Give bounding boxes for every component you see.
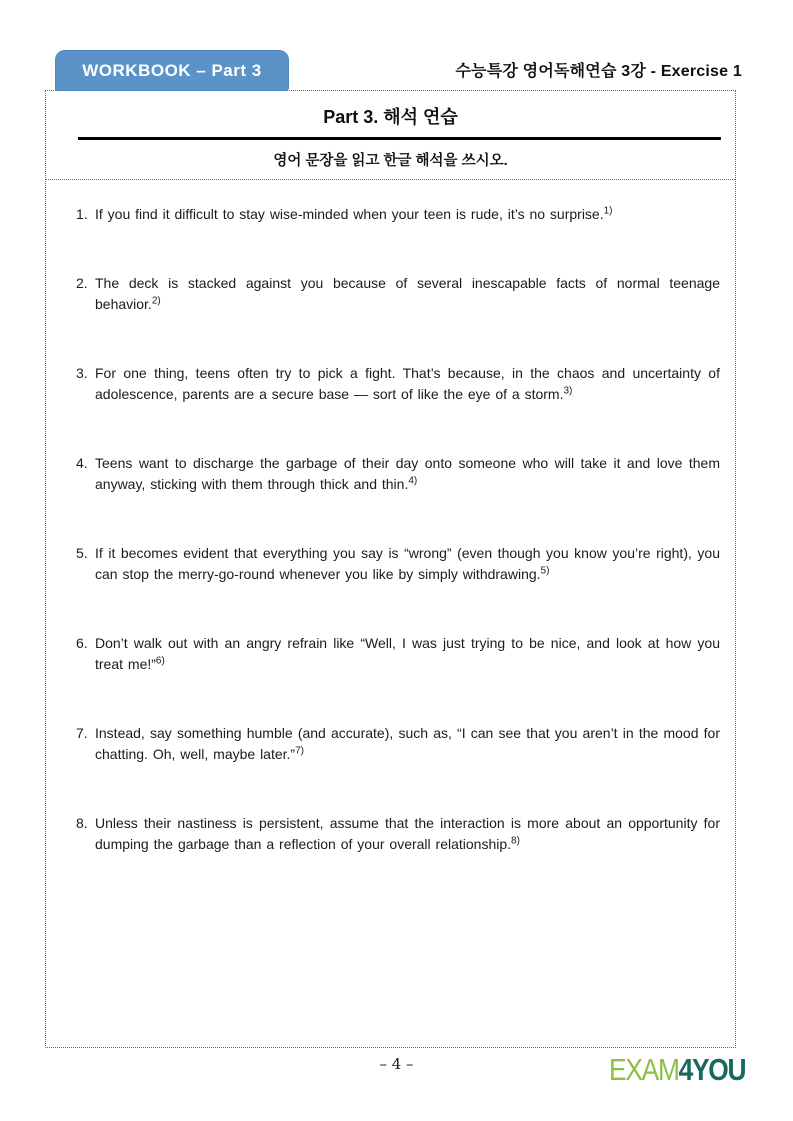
item-text: If it becomes evident that everything you say is “wrong” (even though you know you’re right), you can stop the merry-go-round whenever you like by simply withdrawing. [95,545,720,582]
item-number: 7. [76,725,88,741]
item-number: 3. [76,365,88,381]
item-number: 2. [76,275,88,291]
item-text: If you find it difficult to stay wise-minded when your teen is rude, it’s no surprise. [95,206,604,222]
item-text: Instead, say something humble (and accurate), such as, “I can see that you aren’t in the mood for chatting. Oh, well, maybe later.” [95,725,720,762]
exercise-item-5 [76,543,720,585]
item-text: For one thing, teens often try to pick a fight. That’s because, in the chaos and uncertainty of adolescence, parents are a secure base — sort of like the eye of a storm. [95,365,720,402]
logo-4you-text: 4YOU [678,1052,745,1087]
section-title: Part 3. 해석 연습 [323,107,458,127]
item-number: 1. [76,206,88,222]
workbook-part-tab [55,50,289,91]
exercise-item-1 [76,204,720,225]
item-footnote: 3) [563,385,573,397]
exercise-item-2 [76,273,720,315]
item-footnote: 2) [151,295,161,307]
item-text: The deck is stacked against you because of several inescapable facts of normal teenage behavior. [95,275,720,312]
exercise-item-3 [76,363,720,405]
exercise-item-8 [76,813,720,855]
item-text: Don’t walk out with an angry refrain like “Well, I was just trying to be nice, and look at how you treat me!” [95,635,720,672]
item-text: Unless their nastiness is persistent, assume that the interaction is more about an opportunity for dumping the garbage than a reflection of your overall relationship. [95,815,720,852]
exercise-item-4 [76,453,720,495]
exercise-item-7 [76,723,720,765]
exercise-content-box [45,90,736,1048]
exam4you-logo [609,1052,745,1088]
item-footnote: 6) [155,655,165,667]
item-number: 4. [76,455,88,471]
logo-exam-text: EXAM [608,1052,679,1087]
workbook-part-tab-label: WORKBOOK – Part 3 [82,60,262,80]
page-number: – 4 – [379,1055,414,1073]
instruction-text: 영어 문장을 읽고 한글 해석을 쓰시오. [273,153,508,169]
course-title: 수능특강 영어독해연습 3강 - Exercise 1 [455,63,742,80]
item-text: Teens want to discharge the garbage of their day onto someone who will take it and love them anyway, sticking with them through thick and thin. [95,455,720,492]
item-footnote: 5) [540,565,550,577]
item-number: 6. [76,635,88,651]
item-number: 8. [76,815,88,831]
item-number: 5. [76,545,88,561]
title-divider [78,137,721,140]
item-footnote: 8) [511,835,520,847]
exercise-item-list [46,180,735,855]
item-footnote: 7) [295,745,304,757]
exercise-item-6 [76,633,720,675]
item-footnote: 1) [603,205,613,217]
item-footnote: 4) [408,475,418,487]
